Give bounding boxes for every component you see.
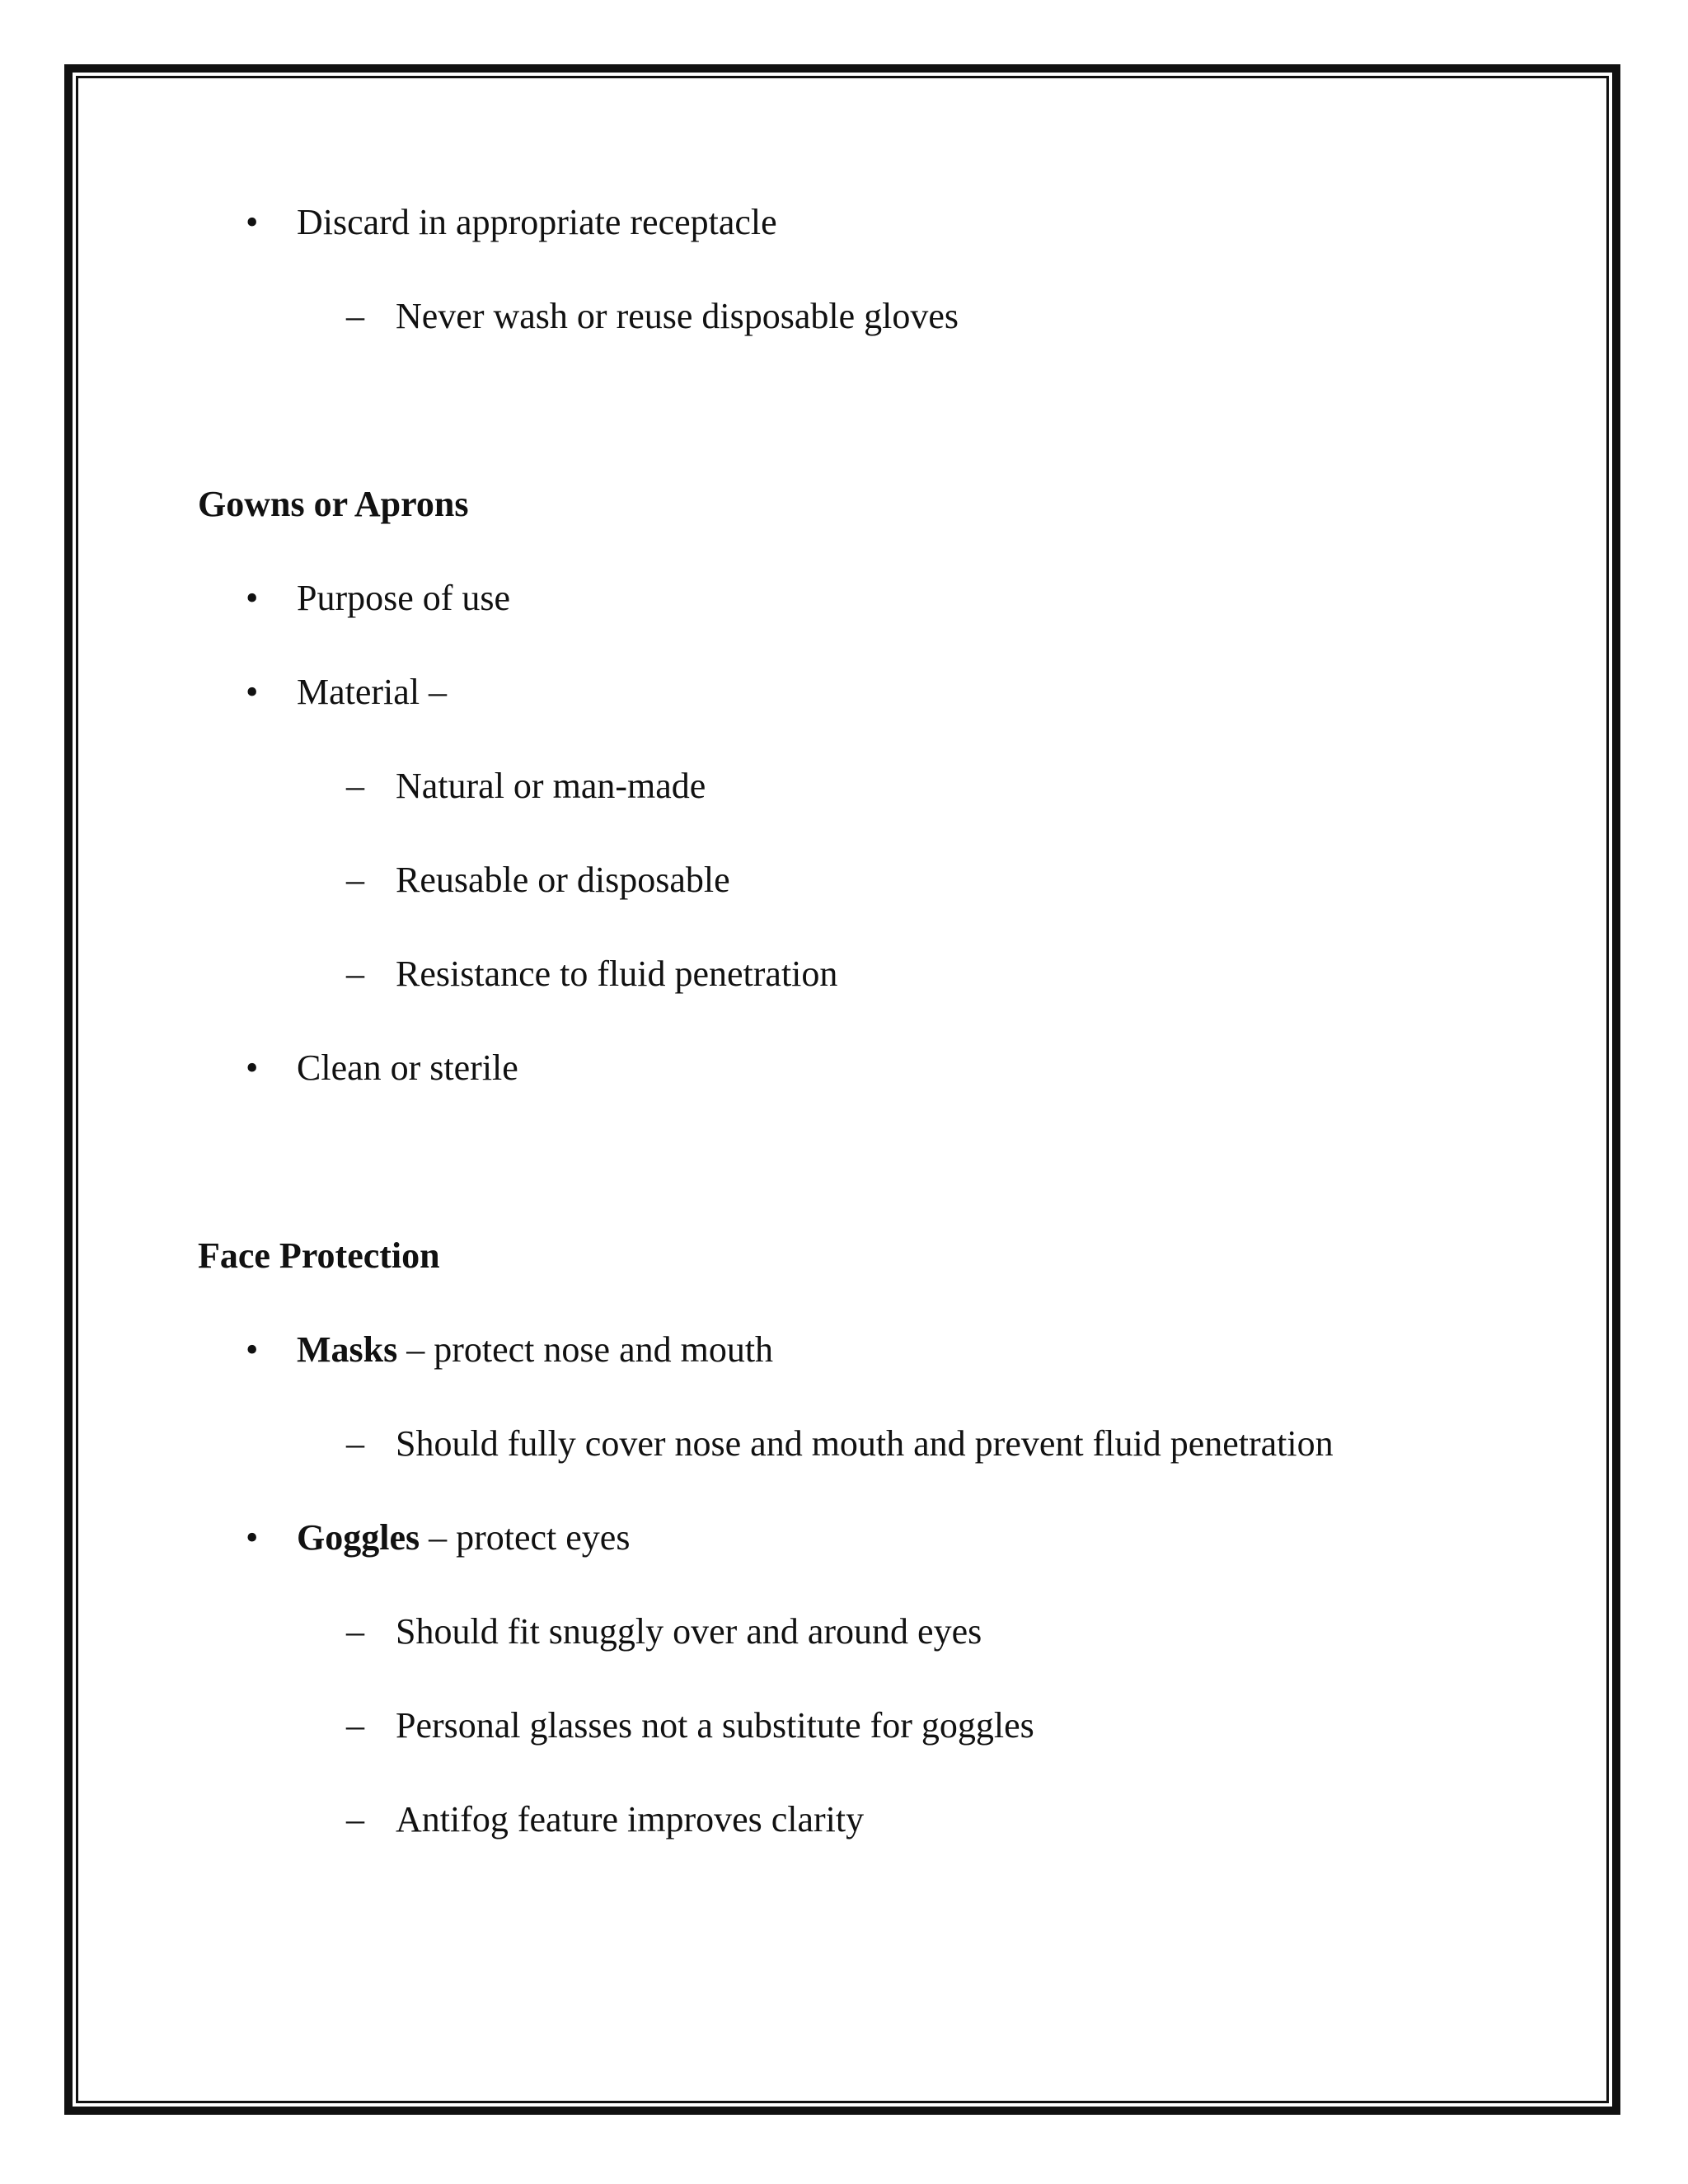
bullet-clean: Clean or sterile [297,1047,518,1088]
dash-marker: – [346,1423,364,1464]
sub-antifog: Antifog feature improves clarity [396,1799,865,1840]
bullet-marker: • [246,202,259,242]
goggles-desc: – protect eyes [420,1517,631,1558]
sub-fit-snuggly: Should fit snuggly over and around eyes [396,1611,982,1652]
sub-resistance: Resistance to fluid penetration [396,954,838,994]
sub-personal-glasses: Personal glasses not a substitute for goggles [396,1705,1034,1746]
bullet-marker: • [246,1517,259,1558]
masks-term: Masks [297,1329,398,1370]
goggles-term: Goggles [297,1517,420,1558]
bullet-marker: • [246,672,259,712]
bullet-marker: • [246,1047,259,1088]
heading-face-protection: Face Protection [198,1235,440,1276]
bullet-marker: • [246,1329,259,1370]
dash-marker: – [346,1799,364,1840]
bullet-discard: Discard in appropriate receptacle [297,202,777,242]
bullet-material: Material – [297,672,448,712]
sub-natural: Natural or man-made [396,766,706,806]
bullet-masks [297,1329,774,1370]
dash-marker: – [346,1611,364,1652]
dash-marker: – [346,1705,364,1746]
bullet-goggles [297,1517,631,1558]
heading-gowns-aprons: Gowns or Aprons [198,484,469,524]
dash-marker: – [346,954,364,994]
sub-fully-cover: Should fully cover nose and mouth and prevent fluid penetration [396,1423,1334,1464]
sub-never-wash: Never wash or reuse disposable gloves [396,296,959,336]
bullet-purpose: Purpose of use [297,578,511,618]
masks-desc: – protect nose and mouth [397,1329,774,1370]
bullet-marker: • [246,578,259,618]
sub-reusable: Reusable or disposable [396,860,730,900]
dash-marker: – [346,296,364,336]
dash-marker: – [346,860,364,900]
dash-marker: – [346,766,364,806]
